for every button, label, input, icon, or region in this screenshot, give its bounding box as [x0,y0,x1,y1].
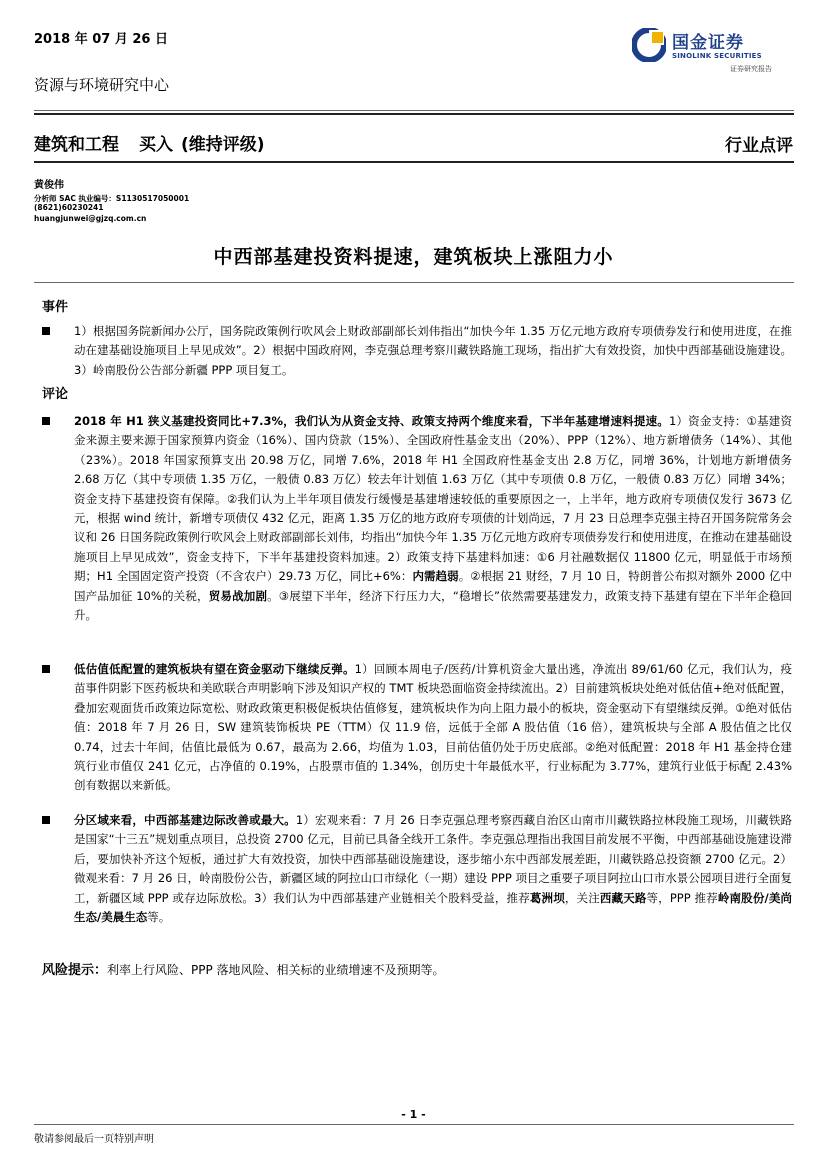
comment-3-text: 1）宏观来看：7 月 26 日李克强总理考察西藏自治区山南市川藏铁路拉林段施工现场，川藏铁路是国家“十三五”规划重点项目，总投资 2700 亿元，目前已具备全线开工条件。李克强总理指出我国目前发展不平衡，中西部基础设施建设滞后，要加快补齐这个短板，通过扩大有效投资，加快中西部基础设施建设，逐步缩小东中西部发展差距，川藏铁路总投资额 2700 亿元。2）微观来看：7 月 26 日，岭南股份公告，新疆区域的阿拉山口市绿化（一期）建设 PPP 项目之重要子项目阿拉山口市水景公园项目进行全面复工，新疆区域 PPP 或存边际放松。3）我们认为中西部基建产业链相关个股料受益，推荐 [74,813,793,905]
section-heading-event: 事件 [42,300,69,315]
event-text: 1）根据国务院新闻办公厅，国务院政策例行吹风会上财政部副部长刘伟指出“加快今年 1.35 万亿元地方政府专项债券发行和使用进度，在推动在建基础设施项目上早见成效”。2）根据中国政府网，李克强总理考察川藏铁路施工现场，指出扩大有效投资，加快中西部基础设施建设。3）岭南股份公告部分新疆 PPP 项目复工。 [74,324,792,377]
comment-paragraph-2 [74,660,792,796]
sector-name: 建筑和工程 [34,135,119,155]
risk-note [42,959,445,978]
section-heading-comment: 评论 [42,387,69,402]
divider [34,1124,794,1125]
comment-3-emphasis: 岭南股份/美尚生态/美晨生态 [74,890,793,925]
comment-paragraph-3 [74,811,792,927]
risk-label: 风险提示： [42,963,108,978]
rating-note: (维持评级) [181,135,265,155]
comment-1-text: 。②根据 21 财经，7 月 10 日，特朗普公布拟对额外 2000 亿中国产品加征 10%的关税， [74,569,793,603]
comment-3-emphasis: 葛洲坝 [529,890,565,905]
comment-2-text: 1）回顾本周电子/医药/计算机资金大量出逃，净流出 89/61/60 亿元，我们认为，疫苗事件阴影下医药板块和美欧联合声明影响下涉及知识产权的 TMT 板块恐面临资金持续流出。2）目前建筑板块处绝对低估值+绝对低配置，叠加宏观面货币政策边际宽松、财政政策更积极促板块估值修复，建筑板块作为向上阻力最小的板块，资金驱动下有望继续反弹。①绝对低估值：2018 年 7 月 26 日，SW 建筑装饰板块 PE（TTM）仅 11.9 倍，远低于全部 A 股估值（16 倍），建筑板块与全部 A 股估值之比仅 0.74，过去十年间，估值比最低为 0.67，最高为 2.66，均值为 1.03，目前估值仍处于历史底部。②绝对低配置：2018 年 H1 基金持仓建筑行业市值仅 241 亿元，占净值的 0.19%，占股票市值的 1.34%，创历史十年最低水平，行业标配为 3.77%，建筑行业低于标配 2.43%创有数据以来新低。 [74,662,792,793]
comment-1-heading: 2018 年 H1 狭义基建投资同比+7.3%，我们认为从资金支持、政策支持两个维度来看，下半年基建增速料提速。 [74,414,669,428]
report-date: 2018 年 07 月 26 日 [34,32,168,47]
divider [34,110,794,111]
rating: 买入 [139,135,173,155]
logo-en-text: SINOLINK SECURITIES [672,52,762,60]
bullet-icon [42,417,50,425]
comment-3-text: 等。 [147,910,171,925]
logo-cn-text: 国金证券 [672,33,744,53]
title-bar [34,130,285,155]
bullet-icon [42,816,50,824]
comment-3-text: ，关注 [564,890,600,905]
analyst-name: 黄俊伟 [34,180,64,191]
logo-subtitle: 证券研究报告 [730,65,772,73]
analyst-email[interactable]: huangjunwei@gjzq.com.cn [34,214,147,223]
report-type: 行业点评 [725,136,793,156]
comment-3-emphasis: 西藏天路 [599,890,647,905]
analyst-phone: (8621)60230241 [34,203,104,212]
page-number: - 1 - [401,1108,426,1121]
headline: 中西部基建投资料提速，建筑板块上涨阻力小 [213,246,614,268]
comment-paragraph-1 [74,412,792,625]
divider [34,161,794,163]
divider [34,113,794,115]
bullet-icon [42,665,50,673]
comment-3-text: 等，PPP 推荐 [646,890,718,905]
comment-1-emphasis: 贸易战加剧 [208,588,268,603]
analyst-license: 分析师 SAC 执业编号：S1130517050001 [34,194,190,203]
comment-1-emphasis: 内需趋弱 [412,569,459,584]
bullet-icon [42,327,50,335]
company-logo [632,22,792,76]
logo-mark-icon [632,28,666,62]
footer-disclaimer: 敬请参阅最后一页特别声明 [34,1134,154,1145]
research-center: 资源与环境研究中心 [34,76,170,94]
comment-1-text: 。③展望下半年，经济下行压力大，“稳增长”依然需要基建发力，政策支持下基建有望在下半年企稳回升。 [74,588,792,623]
comment-2-heading: 低估值低配置的建筑板块有望在资金驱动下继续反弹。 [74,662,355,676]
comment-1-text: 1）资金支持：①基建资金来源主要来源于国家预算内资金（16%）、国内贷款（15%）、全国政府性基金支出（20%）、PPP（12%）、地方新增债务（14%）、其他（23%）。2018 年国家预算支出 20.98 万亿，同增 7.6%，2018 年 H1 全国政府性基金支出 2.8 万亿，同增 36%，计划地方新增债务 2.68 万亿（其中专项债 1.35 万亿，一般债 0.83 万亿）较去年计划值 1.63 万亿（其中专项债 0.8 万亿，一般债 0.83 万亿）同增 34%；资金支持下基建投资有保障。②我们认为上半年项目债发行缓慢是基建增速较低的重要原因之一，上半年，地方政府专项债仅发行 3673 亿元，根据 wind 统计，新增专项债仅 432 亿元，距离 1.35 万亿的地方政府专项债的计划尚远，7 月 23 日总理李克强主持召开国务院常务会议和 26 日国务院政策例行吹风会上财政部副部长刘伟，均指出“加快今年 1.35 万亿元地方政府专项债券发行和使用进度，在推动在建基础设施项目上早见成效”，资金支持下，下半年基建投资料加速。2）政策支持下基建料加速：①6 月社融数据仅 11800 亿元，明显低于市场预期；H1 全国固定资产投资（不含农户）29.73 万亿，同比+6%： [74,414,792,584]
risk-text: 利率上行风险、PPP 落地风险、相关标的业绩增速不及预期等。 [107,963,445,977]
divider [34,282,794,283]
comment-3-heading: 分区域来看，中西部基建边际改善或最大。 [74,813,296,827]
